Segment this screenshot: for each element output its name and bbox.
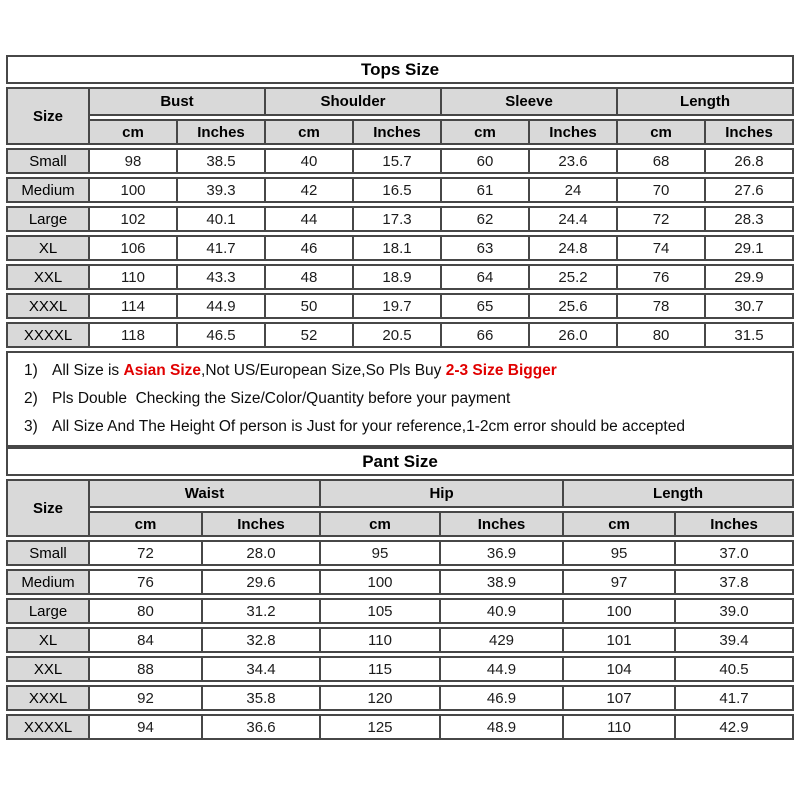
value-cell: 114 xyxy=(90,293,178,319)
value-cell: 61 xyxy=(442,177,530,203)
value-cell: 38.5 xyxy=(178,148,266,174)
value-cell: 44.9 xyxy=(178,293,266,319)
value-cell: 65 xyxy=(442,293,530,319)
value-cell: 60 xyxy=(442,148,530,174)
tops-row-xxxxl xyxy=(6,322,794,348)
value-cell: 72 xyxy=(618,206,706,232)
unit-header-cm: cm xyxy=(90,119,178,145)
note-text xyxy=(52,413,786,441)
size-label: XXL xyxy=(6,656,90,682)
value-cell: 120 xyxy=(321,685,441,711)
value-cell: 39.4 xyxy=(676,627,794,653)
value-cell: 63 xyxy=(442,235,530,261)
size-label: XXXXL xyxy=(6,322,90,348)
value-cell: 50 xyxy=(266,293,354,319)
pants-header-waist: Waist xyxy=(90,479,321,508)
value-cell: 18.1 xyxy=(354,235,442,261)
value-cell: 37.8 xyxy=(676,569,794,595)
tops-header-row xyxy=(6,87,794,116)
tops-row-xxxl xyxy=(6,293,794,319)
value-cell: 31.2 xyxy=(203,598,321,624)
pants-row-xl xyxy=(6,627,794,653)
pants-header-length: Length xyxy=(564,479,794,508)
pants-header-row xyxy=(6,479,794,508)
value-cell: 38.9 xyxy=(441,569,564,595)
note-segment-highlight: 2-3 Size Bigger xyxy=(445,362,557,379)
value-cell: 110 xyxy=(321,627,441,653)
value-cell: 31.5 xyxy=(706,322,794,348)
unit-header-inches: Inches xyxy=(354,119,442,145)
value-cell: 95 xyxy=(564,540,676,566)
tops-header-size: Size xyxy=(6,87,90,145)
unit-header-cm: cm xyxy=(618,119,706,145)
value-cell: 125 xyxy=(321,714,441,740)
value-cell: 101 xyxy=(564,627,676,653)
tops-row-xxl xyxy=(6,264,794,290)
value-cell: 78 xyxy=(618,293,706,319)
unit-header-inches: Inches xyxy=(178,119,266,145)
pants-size-table xyxy=(6,476,794,743)
value-cell: 40.1 xyxy=(178,206,266,232)
note-number: 1) xyxy=(24,362,38,379)
value-cell: 110 xyxy=(90,264,178,290)
pants-row-large xyxy=(6,598,794,624)
note-segment: ,Not US/European Size,So Pls Buy xyxy=(201,362,446,379)
value-cell: 68 xyxy=(618,148,706,174)
value-cell: 76 xyxy=(618,264,706,290)
value-cell: 88 xyxy=(90,656,203,682)
value-cell: 98 xyxy=(90,148,178,174)
value-cell: 44.9 xyxy=(441,656,564,682)
value-cell: 74 xyxy=(618,235,706,261)
pants-row-medium xyxy=(6,569,794,595)
value-cell: 105 xyxy=(321,598,441,624)
value-cell: 25.6 xyxy=(530,293,618,319)
unit-header-inches: Inches xyxy=(530,119,618,145)
value-cell: 70 xyxy=(618,177,706,203)
size-label: Large xyxy=(6,206,90,232)
value-cell: 110 xyxy=(564,714,676,740)
value-cell: 429 xyxy=(441,627,564,653)
tops-header-length: Length xyxy=(618,87,794,116)
pants-header-size: Size xyxy=(6,479,90,537)
value-cell: 40.9 xyxy=(441,598,564,624)
note-text xyxy=(52,385,786,413)
value-cell: 94 xyxy=(90,714,203,740)
value-cell: 40.5 xyxy=(676,656,794,682)
value-cell: 27.6 xyxy=(706,177,794,203)
value-cell: 92 xyxy=(90,685,203,711)
note-line-2 xyxy=(14,385,786,413)
value-cell: 46.9 xyxy=(441,685,564,711)
size-label: Small xyxy=(6,540,90,566)
value-cell: 28.0 xyxy=(203,540,321,566)
value-cell: 64 xyxy=(442,264,530,290)
value-cell: 30.7 xyxy=(706,293,794,319)
value-cell: 66 xyxy=(442,322,530,348)
note-segment: All Size And The Height Of person is Just for your reference,1-2cm error should be accepted xyxy=(52,418,685,435)
value-cell: 39.3 xyxy=(178,177,266,203)
tops-row-medium xyxy=(6,177,794,203)
value-cell: 29.9 xyxy=(706,264,794,290)
size-label: Medium xyxy=(6,569,90,595)
value-cell: 18.9 xyxy=(354,264,442,290)
tops-row-xl xyxy=(6,235,794,261)
unit-header-cm: cm xyxy=(266,119,354,145)
value-cell: 46 xyxy=(266,235,354,261)
size-label: Small xyxy=(6,148,90,174)
note-text xyxy=(52,357,786,385)
value-cell: 107 xyxy=(564,685,676,711)
size-label: XXXXL xyxy=(6,714,90,740)
pants-header-hip: Hip xyxy=(321,479,564,508)
value-cell: 29.6 xyxy=(203,569,321,595)
value-cell: 80 xyxy=(90,598,203,624)
tops-units-row xyxy=(6,119,794,145)
unit-header-inches: Inches xyxy=(203,511,321,537)
value-cell: 41.7 xyxy=(178,235,266,261)
note-line-1 xyxy=(14,357,786,385)
tops-size-table xyxy=(6,84,794,351)
value-cell: 34.4 xyxy=(203,656,321,682)
value-cell: 26.8 xyxy=(706,148,794,174)
value-cell: 16.5 xyxy=(354,177,442,203)
note-line-3 xyxy=(14,413,786,441)
value-cell: 24.8 xyxy=(530,235,618,261)
tops-header-shoulder: Shoulder xyxy=(266,87,442,116)
tops-row-large xyxy=(6,206,794,232)
value-cell: 118 xyxy=(90,322,178,348)
size-label: Medium xyxy=(6,177,90,203)
value-cell: 24 xyxy=(530,177,618,203)
value-cell: 26.0 xyxy=(530,322,618,348)
pants-units-row xyxy=(6,511,794,537)
value-cell: 62 xyxy=(442,206,530,232)
value-cell: 100 xyxy=(321,569,441,595)
value-cell: 84 xyxy=(90,627,203,653)
unit-header-cm: cm xyxy=(564,511,676,537)
note-number: 2) xyxy=(24,390,38,407)
size-label: XXL xyxy=(6,264,90,290)
size-label: Large xyxy=(6,598,90,624)
size-label: XXXL xyxy=(6,685,90,711)
value-cell: 19.7 xyxy=(354,293,442,319)
size-label: XL xyxy=(6,627,90,653)
value-cell: 39.0 xyxy=(676,598,794,624)
value-cell: 42.9 xyxy=(676,714,794,740)
unit-header-inches: Inches xyxy=(676,511,794,537)
value-cell: 97 xyxy=(564,569,676,595)
value-cell: 44 xyxy=(266,206,354,232)
pants-row-small xyxy=(6,540,794,566)
value-cell: 42 xyxy=(266,177,354,203)
tops-header-bust: Bust xyxy=(90,87,266,116)
tops-table-title: Tops Size xyxy=(6,55,794,84)
pants-row-xxxl xyxy=(6,685,794,711)
value-cell: 36.9 xyxy=(441,540,564,566)
value-cell: 41.7 xyxy=(676,685,794,711)
value-cell: 17.3 xyxy=(354,206,442,232)
value-cell: 23.6 xyxy=(530,148,618,174)
unit-header-inches: Inches xyxy=(441,511,564,537)
value-cell: 104 xyxy=(564,656,676,682)
value-cell: 28.3 xyxy=(706,206,794,232)
value-cell: 15.7 xyxy=(354,148,442,174)
note-segment: Pls Double Checking the Size/Color/Quantity before your payment xyxy=(52,390,511,407)
value-cell: 76 xyxy=(90,569,203,595)
unit-header-inches: Inches xyxy=(706,119,794,145)
value-cell: 48 xyxy=(266,264,354,290)
value-cell: 100 xyxy=(564,598,676,624)
tops-header-sleeve: Sleeve xyxy=(442,87,618,116)
pants-table-title: Pant Size xyxy=(6,447,794,476)
unit-header-cm: cm xyxy=(90,511,203,537)
value-cell: 102 xyxy=(90,206,178,232)
value-cell: 36.6 xyxy=(203,714,321,740)
note-segment-highlight: Asian Size xyxy=(123,362,202,379)
value-cell: 80 xyxy=(618,322,706,348)
value-cell: 115 xyxy=(321,656,441,682)
unit-header-cm: cm xyxy=(321,511,441,537)
value-cell: 46.5 xyxy=(178,322,266,348)
value-cell: 29.1 xyxy=(706,235,794,261)
value-cell: 20.5 xyxy=(354,322,442,348)
tops-row-small xyxy=(6,148,794,174)
value-cell: 32.8 xyxy=(203,627,321,653)
value-cell: 25.2 xyxy=(530,264,618,290)
size-label: XXXL xyxy=(6,293,90,319)
note-segment: All Size is xyxy=(52,362,124,379)
size-chart-sheet xyxy=(6,0,794,743)
value-cell: 52 xyxy=(266,322,354,348)
size-label: XL xyxy=(6,235,90,261)
value-cell: 37.0 xyxy=(676,540,794,566)
value-cell: 24.4 xyxy=(530,206,618,232)
notes-box xyxy=(6,351,794,447)
value-cell: 48.9 xyxy=(441,714,564,740)
pants-row-xxl xyxy=(6,656,794,682)
value-cell: 100 xyxy=(90,177,178,203)
value-cell: 72 xyxy=(90,540,203,566)
value-cell: 95 xyxy=(321,540,441,566)
value-cell: 40 xyxy=(266,148,354,174)
unit-header-cm: cm xyxy=(442,119,530,145)
note-number: 3) xyxy=(24,418,38,435)
pants-row-xxxxl xyxy=(6,714,794,740)
value-cell: 35.8 xyxy=(203,685,321,711)
value-cell: 106 xyxy=(90,235,178,261)
value-cell: 43.3 xyxy=(178,264,266,290)
